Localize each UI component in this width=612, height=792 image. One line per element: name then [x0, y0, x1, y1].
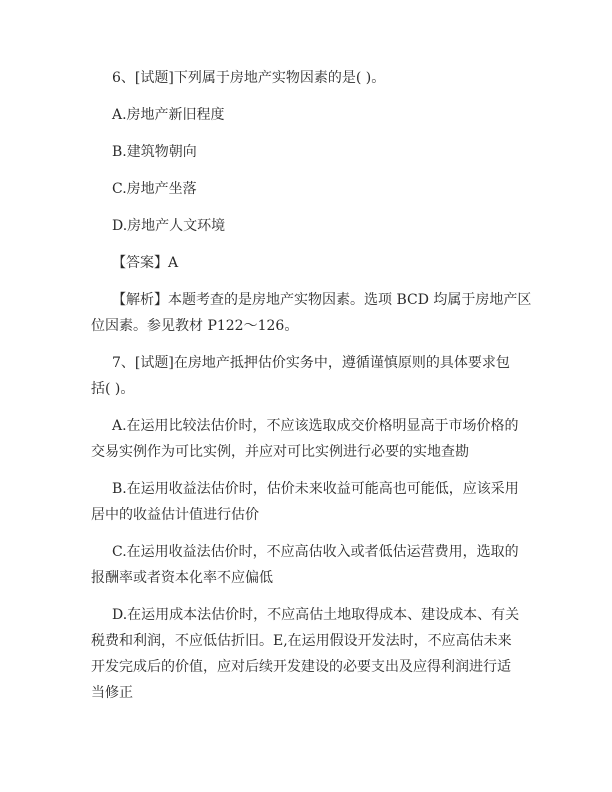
text-line: 开发完成后的价值，应对后续开发建设的必要支出及应得利润进行适: [91, 659, 511, 675]
text-line: 交易实例作为可比实例，并应对可比实例进行必要的实地查勘: [91, 444, 469, 460]
text-line: 当修正: [91, 685, 133, 701]
question-6-option-b: [91, 139, 551, 165]
text-line: 报酬率或者资本化率不应偏低: [91, 570, 273, 586]
text-line: A.在运用比较法估价时，不应该选取成交价格明显高于市场价格的: [112, 418, 519, 434]
question-6-option-c: [91, 176, 551, 202]
question-7-option-d: [91, 602, 551, 706]
question-6-option-d: [91, 213, 551, 239]
text-line: 居中的收益估计值进行估价: [91, 507, 259, 523]
text-line: B.在运用收益法估价时，估价未来收益可能高也可能低，应该采用: [112, 481, 519, 497]
question-6-answer: [91, 250, 551, 276]
text-line: 【答案】A: [112, 255, 179, 271]
text-line: D.在运用成本法估价时，不应高估土地取得成本、建设成本、有关: [112, 607, 520, 623]
text-line: D.房地产人文环境: [112, 218, 226, 234]
question-7-option-b: [91, 476, 551, 528]
question-6-stem: [91, 65, 551, 91]
text-line: 税费和利润，不应低估折旧。E,在运用假设开发法时，不应高估未来: [91, 633, 512, 649]
text-line: C.在运用收益法估价时，不应高估收入或者低估运营费用，选取的: [112, 544, 519, 560]
text-line: 括( )。: [91, 381, 135, 397]
question-7-stem: [91, 350, 551, 402]
question-6-analysis: [91, 287, 551, 339]
question-7-option-c: [91, 539, 551, 591]
text-line: 7、[试题]在房地产抵押估价实务中，遵循谨慎原则的具体要求包: [112, 355, 510, 371]
question-7-option-a: [91, 413, 551, 465]
text-line: A.房地产新旧程度: [112, 107, 225, 123]
text-line: 【解析】本题考查的是房地产实物因素。选项 BCD 均属于房地产区: [112, 292, 532, 308]
question-6-option-a: [91, 102, 551, 128]
text-line: B.建筑物朝向: [112, 144, 197, 160]
document-page: [91, 65, 551, 717]
text-line: 6、[试题]下列属于房地产实物因素的是( )。: [112, 70, 386, 86]
text-line: 位因素。参见教材 P122～126。: [91, 318, 299, 334]
text-line: C.房地产坐落: [112, 181, 197, 197]
